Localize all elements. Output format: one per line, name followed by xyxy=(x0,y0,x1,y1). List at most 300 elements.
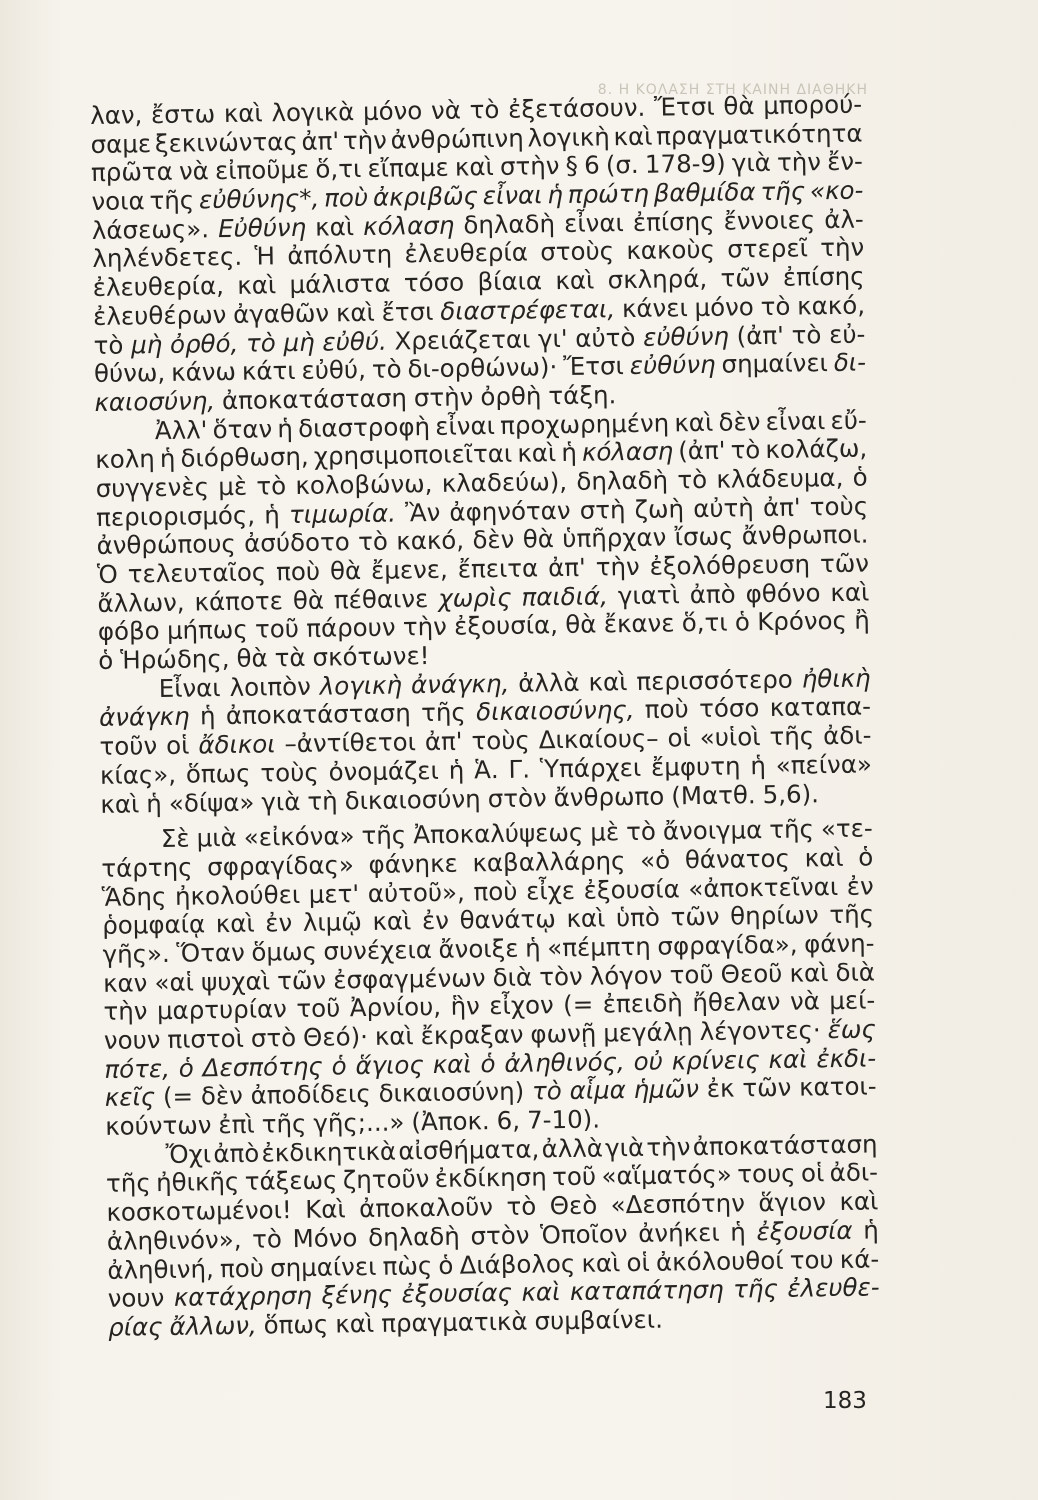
word: ἔμφυτη xyxy=(650,751,741,782)
word: τιμωρία. xyxy=(288,498,397,529)
word: σημαίνει xyxy=(269,1251,377,1282)
word: οἱ xyxy=(667,723,691,753)
word: τὸ xyxy=(371,354,402,385)
word: λογικὴ xyxy=(319,670,403,701)
word: τῆς xyxy=(149,185,195,216)
word: ποὺ xyxy=(275,556,321,587)
word: 5,6). xyxy=(762,778,820,809)
word: ἐξουσίας xyxy=(401,1278,513,1309)
word: ἄνθρωποι. xyxy=(741,519,869,551)
word: καιοσύνη, xyxy=(94,386,216,417)
word: ἀνάγκη, xyxy=(410,668,510,700)
word: σημαίνει xyxy=(721,348,829,379)
word: ἀποκαλοῦν xyxy=(358,1192,494,1224)
word: καὶ xyxy=(215,908,255,939)
word: ἠθικὴ xyxy=(801,663,871,694)
word: ἀποκατάσταση xyxy=(225,698,411,731)
word: τῆς xyxy=(361,820,407,851)
word: τῆς xyxy=(105,1168,151,1199)
word: λαν, xyxy=(89,100,143,130)
word: λάσεως». xyxy=(91,214,210,245)
word: (= xyxy=(162,1081,194,1112)
word: κίας», xyxy=(99,759,177,790)
word: γῆς». xyxy=(102,938,171,969)
word: αἰσθήματα, xyxy=(398,1134,540,1166)
word: μαρτυρίαν xyxy=(156,994,288,1026)
word: βίαια xyxy=(477,266,543,297)
word: τάξη. xyxy=(548,380,617,411)
word: δηλαδὴ xyxy=(576,465,669,496)
word: ἠθικῆς xyxy=(155,1167,240,1198)
word: εὐθύ, xyxy=(301,355,367,386)
word: πὼς xyxy=(382,1250,433,1281)
word: Ἁ. xyxy=(473,754,499,785)
word: θανάτῳ xyxy=(459,904,557,935)
word: ἡ xyxy=(750,750,767,781)
word: Θεοῦ xyxy=(720,958,783,989)
word: καὶ xyxy=(335,297,376,328)
word: λέγοντες· xyxy=(699,1015,821,1047)
word: νὰ xyxy=(789,986,821,1017)
word: ὑπὸ xyxy=(615,902,661,933)
word: τὴν xyxy=(646,1131,691,1162)
word: καβαλλάρης xyxy=(472,846,626,878)
word: Ἡρώδης, xyxy=(120,644,230,675)
word: δηλαδὴ xyxy=(367,1221,460,1252)
word: ἔπειτα xyxy=(457,553,539,584)
word: ἀληθινόν», xyxy=(106,1224,242,1256)
word: τάξεως xyxy=(244,1165,338,1197)
word: λοιπὸν xyxy=(229,671,312,702)
word: τὴν xyxy=(820,232,865,263)
word: συγγενὲς xyxy=(95,472,210,503)
word: ὁ xyxy=(734,607,751,637)
word: ἔτσι xyxy=(381,296,434,327)
word: καὶ xyxy=(432,1049,472,1079)
word: ἄνοιξε xyxy=(438,933,519,964)
word: τὴν xyxy=(342,125,388,155)
word: Ἅδης xyxy=(101,881,167,912)
word: ὁ xyxy=(480,1048,496,1078)
word: τοὺς xyxy=(260,757,319,788)
word: ἡ xyxy=(264,499,281,530)
word: ποὺ xyxy=(644,694,689,725)
word: Ἀλλ' xyxy=(154,414,208,445)
word: θύνω, xyxy=(93,358,166,389)
word: καὶ xyxy=(613,121,653,151)
word: στὴ xyxy=(579,494,626,525)
running-head: 8. Η ΚΟΛΑΣΗ ΣΤΗ ΚΑΙΝΗ ΔΙΑΘΗΚΗ xyxy=(597,82,868,98)
word: Σὲ xyxy=(160,823,190,854)
word: περιορισμός, xyxy=(95,500,256,532)
word: ἀνήκει xyxy=(638,1217,720,1248)
word: ἀνθρώπινη xyxy=(390,123,524,155)
word: τοὺς xyxy=(471,725,531,756)
word: εἴπαμε xyxy=(367,153,449,184)
word: Δικαίους– xyxy=(538,723,659,755)
word: ἀκριβῶς xyxy=(372,181,479,212)
word: (σ. xyxy=(605,150,639,180)
word: μὲ xyxy=(590,817,620,847)
word: στὸν xyxy=(470,1220,530,1251)
word: «δίψα» xyxy=(168,787,255,818)
word: μήπως xyxy=(166,615,248,646)
word: «κο- xyxy=(809,175,864,206)
word: εὐθύνη xyxy=(629,349,716,381)
word: 6, xyxy=(496,1105,521,1136)
word: θάνατος xyxy=(684,843,791,875)
word: γῆς;...» xyxy=(313,1107,405,1138)
word: ὁ xyxy=(857,842,874,872)
word: γιὰ xyxy=(261,786,301,817)
word: ἀποδίδεις xyxy=(250,1079,371,1111)
word: κάτι xyxy=(241,356,296,386)
word: ἕως xyxy=(827,1014,876,1045)
word: ψυχαὶ xyxy=(200,966,271,997)
word: ἀληθινός, xyxy=(504,1046,625,1078)
word: «αἵματός» xyxy=(601,1160,733,1191)
word: τοῦ xyxy=(669,959,714,990)
word: ληλένδετες. xyxy=(92,242,243,274)
word: τοῦ xyxy=(551,1162,597,1192)
word: οἱ xyxy=(626,1247,651,1277)
word: ὅπως xyxy=(263,1309,329,1340)
word: καὶ xyxy=(804,842,844,873)
word: ὑπῆρχαν xyxy=(562,522,667,554)
word: πρώτη xyxy=(567,178,650,209)
word: ποὺ xyxy=(473,876,518,906)
word: Χρειάζεται xyxy=(394,323,531,356)
word: αὐτὴ xyxy=(692,492,755,523)
word: δὲν xyxy=(472,525,515,555)
word: ῥομφαίᾳ xyxy=(102,909,206,941)
word: γιὰ xyxy=(604,1132,645,1163)
word: μπορού- xyxy=(763,89,863,121)
word: ἐλευθερία, xyxy=(92,271,225,303)
word: ἡ xyxy=(863,1215,879,1245)
word: Δεσπότης xyxy=(202,1051,323,1083)
word: χρησιμοποιεῖται xyxy=(313,439,513,471)
word: δι-ορθώνω)· xyxy=(407,352,558,384)
word: ἤθελαν xyxy=(692,987,781,1018)
word: ἴσως xyxy=(674,521,734,552)
word: κατάχρηση xyxy=(173,1281,313,1313)
word: ἐν xyxy=(265,908,293,938)
word: σφραγίδας» xyxy=(206,850,355,882)
word: Ὑπάρχει xyxy=(539,752,642,784)
word: Εἶναι xyxy=(158,672,221,703)
word: ὀρθό, xyxy=(169,328,239,359)
word: καὶ xyxy=(335,1308,375,1339)
word: Ἂν xyxy=(404,497,441,527)
word: ἐπὶ xyxy=(218,1109,255,1140)
word: ρίας xyxy=(107,1311,163,1342)
word: ἔννοιες xyxy=(723,205,816,236)
word: εὐ- xyxy=(828,319,866,349)
word: ἄδικοι xyxy=(198,729,276,760)
word: τὴ xyxy=(307,785,338,816)
word: Γ. xyxy=(508,754,531,784)
word: καὶ xyxy=(314,211,355,242)
word: «πέμπτη xyxy=(547,931,652,963)
word: ἅγιον xyxy=(758,1187,827,1218)
word: καὶ xyxy=(517,438,557,468)
word: ἀλλὰ xyxy=(518,667,580,698)
word: θὰ xyxy=(236,643,268,673)
word: ἐσφαγμένων xyxy=(333,962,486,995)
word: § xyxy=(565,151,579,181)
word: ζητοῦν xyxy=(342,1164,430,1195)
word: τὸ xyxy=(730,435,761,465)
word: ἀπὸ xyxy=(689,579,736,609)
word: ἠκολούθει xyxy=(174,879,301,911)
word: ἡ xyxy=(730,1217,747,1247)
word: καὶ xyxy=(374,1021,414,1051)
word: μιὰ xyxy=(196,823,237,853)
word: ἄλλων, xyxy=(97,587,185,618)
word: –ἀντίθετοι xyxy=(284,727,417,759)
word: ἀσύδοτο xyxy=(243,527,350,559)
word: πότε, xyxy=(104,1053,171,1084)
word: τῶν xyxy=(276,965,327,995)
word: θὰ xyxy=(522,524,555,554)
word: εἶναι xyxy=(435,410,496,441)
word: εἶναι xyxy=(765,405,826,436)
word: σκότωνε! xyxy=(312,641,430,672)
word: προχωρημένη xyxy=(499,408,670,440)
word: ὁ xyxy=(178,1053,195,1083)
word: κόλαση xyxy=(581,436,674,467)
word: ἅγιος xyxy=(355,1049,424,1080)
word: ἔκανε xyxy=(603,608,675,639)
word: Ὁποῖον xyxy=(539,1218,628,1250)
word: κακό, xyxy=(396,525,465,556)
word: ἡ xyxy=(561,438,578,468)
word: ὅταν xyxy=(212,413,273,444)
word: ἀπ' xyxy=(424,726,463,757)
word: ἐν xyxy=(421,906,450,936)
word: (Ἀποκ. xyxy=(411,1106,490,1137)
word: Κρόνος xyxy=(757,606,848,637)
word: νοια xyxy=(91,186,145,217)
word: ὅπως xyxy=(185,758,251,789)
word: ἐκδι- xyxy=(816,1043,877,1074)
word: διὰ xyxy=(492,962,533,992)
word: Καὶ xyxy=(304,1194,346,1225)
word: ἀπ' xyxy=(762,492,801,522)
word: στὸν xyxy=(487,782,547,813)
word: ἐλευθερία xyxy=(404,237,529,269)
word: τὸ xyxy=(256,471,287,501)
word: ἡ xyxy=(277,413,294,443)
word: κολοβώνω, xyxy=(295,468,433,500)
word: ὁ xyxy=(438,1250,454,1280)
word: κακοὺς xyxy=(626,235,716,266)
word: δὲν xyxy=(200,1081,244,1111)
word: Μόνο xyxy=(292,1222,358,1253)
word: κρίνεις xyxy=(671,1044,760,1076)
word: στὸ xyxy=(250,1023,297,1053)
word: 7-10). xyxy=(526,1104,601,1135)
word: ἐκ xyxy=(706,1073,735,1104)
word: τὴν xyxy=(595,551,640,582)
word: ἀπ' xyxy=(301,125,340,156)
word: (ἀπ' xyxy=(678,435,726,466)
word: τῆς xyxy=(420,697,467,728)
word: νουν xyxy=(103,1025,161,1055)
word: ἀλλὰ xyxy=(541,1133,604,1164)
word: ἡ xyxy=(159,444,176,474)
word: ἐλευθε- xyxy=(787,1272,880,1303)
word: τῶν xyxy=(720,263,770,293)
word: στοὺς xyxy=(540,236,615,267)
word: τελευταῖος xyxy=(127,557,267,589)
word: ἔν- xyxy=(826,146,864,177)
word: ζωὴ xyxy=(634,493,685,524)
word: καν xyxy=(102,967,148,998)
word: ὅ,τι xyxy=(681,607,728,638)
word: «Δεσπότην xyxy=(610,1188,746,1220)
word: ἐξουσία, xyxy=(453,610,559,642)
word: Εὐθύνη xyxy=(217,212,307,243)
word: σκληρά, xyxy=(607,263,708,295)
word: ἀκόλουθοί xyxy=(655,1245,784,1277)
word: δικαιοσύνη) xyxy=(378,1077,525,1109)
word: κλάδευμα, xyxy=(716,462,844,494)
word: αὐτοῦ», xyxy=(367,877,466,908)
word: νουν xyxy=(107,1283,165,1314)
word: ἀπόλυτη xyxy=(287,239,393,271)
word: «ἀποκτεῖναι xyxy=(688,871,839,903)
word: ἡμῶν xyxy=(633,1074,700,1105)
word: ἄλλων, xyxy=(169,1310,257,1341)
word: τῶν xyxy=(819,548,870,579)
word: τὴν xyxy=(402,612,448,642)
word: ἀποκατάσταση xyxy=(221,383,408,415)
word: τῆς xyxy=(261,1108,307,1139)
word: ἀνθρώπους xyxy=(96,529,236,561)
word: θὰ xyxy=(292,585,325,615)
word: τοὺς xyxy=(809,491,869,521)
word: εὐθύ. xyxy=(322,326,387,357)
word: καὶ xyxy=(223,98,263,129)
word: τὸ xyxy=(357,526,389,557)
word: τόσο xyxy=(698,693,760,724)
word: φόβο xyxy=(97,616,160,647)
word: Ἀποκαλύψεως xyxy=(412,817,584,850)
word: πέθαινε xyxy=(333,583,429,615)
word: παιδιά, xyxy=(521,581,609,612)
word: περισσότερο xyxy=(636,664,794,696)
word: ἄνοιγμα xyxy=(662,815,763,846)
word: σαμε xyxy=(90,128,152,159)
word: ἐξουσία xyxy=(583,873,680,905)
word: ὀρθὴ xyxy=(480,381,542,412)
word: Θεό)· xyxy=(302,1021,369,1052)
word: Διάβολος xyxy=(459,1248,576,1280)
word: λογικὰ xyxy=(271,97,355,128)
word: κόλαση xyxy=(362,210,455,241)
word: ὅμως xyxy=(251,936,318,967)
word: τοῦ xyxy=(296,993,341,1024)
word: ἐξολόθρευση xyxy=(649,549,811,581)
word: ἀδι- xyxy=(822,720,872,751)
word: νὰ xyxy=(430,95,462,125)
word: ἐπίσης xyxy=(632,206,715,237)
word: αἷμα xyxy=(569,1075,627,1106)
word: κακό, xyxy=(796,290,866,321)
word: (ἀπ' xyxy=(736,320,785,350)
word: ἡ xyxy=(448,755,465,785)
word: καὶ xyxy=(100,788,140,819)
word: Ὁ xyxy=(96,559,119,589)
word: βαθμίδα xyxy=(653,177,756,208)
word: λόγον xyxy=(589,960,663,991)
word: πραγματικὰ xyxy=(380,1306,528,1338)
word: ἄνθρωπο xyxy=(553,781,665,812)
word: οὐ xyxy=(633,1046,664,1076)
word: νὰ xyxy=(178,156,210,187)
word: 6 xyxy=(583,150,600,181)
word: μεί- xyxy=(829,985,876,1016)
word: αὐτὸ xyxy=(575,322,636,353)
word: μόνο xyxy=(694,291,755,322)
word: οἱ xyxy=(165,730,190,761)
word: ὁ xyxy=(852,462,868,492)
word: κοσκοτωμένοι! xyxy=(106,1195,292,1228)
body-text xyxy=(90,91,880,1343)
word: ὁ xyxy=(331,1050,347,1081)
word: γι' xyxy=(537,323,568,353)
word: ἀπ' xyxy=(547,552,586,583)
word: εἶναι xyxy=(482,180,543,211)
word: Θεὸ xyxy=(549,1190,598,1221)
word: θηρίων xyxy=(729,900,819,931)
word: τῆς xyxy=(760,176,806,207)
word: διαστροφὴ xyxy=(297,411,431,443)
word: τάρτης xyxy=(101,852,193,883)
word: τῶν xyxy=(742,1073,792,1103)
word: (= xyxy=(562,989,594,1020)
word: τὰ xyxy=(274,642,306,673)
word: καὶ xyxy=(789,957,829,988)
word: ἐν xyxy=(846,871,874,901)
word: Ὅταν xyxy=(176,937,245,968)
word: μετ' xyxy=(308,878,360,909)
word: γιὰ xyxy=(731,148,772,178)
word: κεῖς xyxy=(104,1082,156,1113)
word: δικαιοσύνης, xyxy=(475,695,635,727)
word: τὸ xyxy=(791,319,822,350)
word: ἐξουσία xyxy=(756,1215,853,1247)
word: τὴν xyxy=(103,996,148,1027)
word: εἰποῦμε xyxy=(214,155,310,186)
word: τὸ xyxy=(760,291,791,321)
word: του xyxy=(789,1244,834,1275)
word: καὶ xyxy=(521,1277,561,1307)
word: ἀδι- xyxy=(829,1157,879,1188)
word: κούντων xyxy=(104,1110,212,1141)
word: κάνει xyxy=(621,292,688,323)
word: ξεκινώντας xyxy=(154,126,298,158)
word: ὅ,τι xyxy=(315,154,362,185)
word: κά- xyxy=(839,1243,880,1274)
word: κολη xyxy=(95,444,155,475)
word: καὶ xyxy=(768,1044,808,1074)
word: θὰ xyxy=(565,609,597,640)
word: καὶ xyxy=(566,903,606,934)
word: κολάζω, xyxy=(765,433,868,465)
